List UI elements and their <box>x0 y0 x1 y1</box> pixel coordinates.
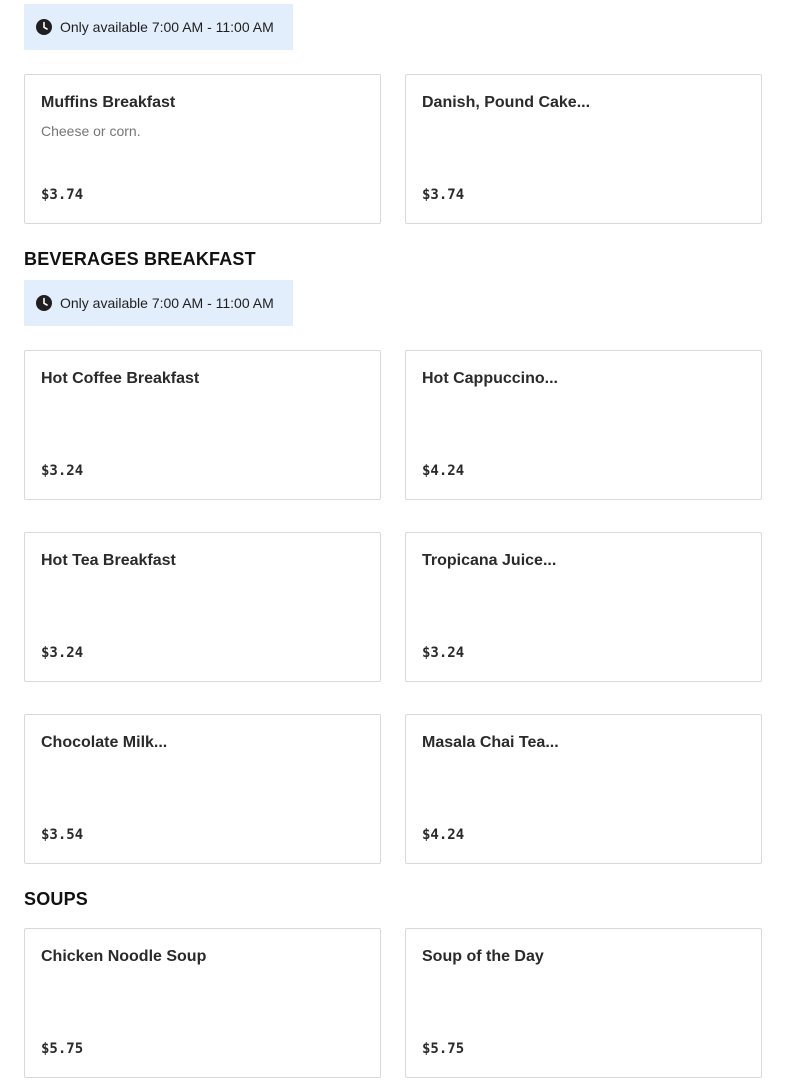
menu-item-card[interactable] <box>24 350 381 500</box>
menu-item-description: Cheese or corn. <box>41 123 141 139</box>
menu-item-price: $5.75 <box>422 1041 465 1057</box>
section-title: SOUPS <box>24 889 89 909</box>
menu-item-name: Danish, Pound Cake... <box>422 94 591 111</box>
menu-item-price: $3.24 <box>41 645 84 661</box>
menu-item-card[interactable] <box>24 714 381 864</box>
menu-item-price: $4.24 <box>422 463 465 479</box>
menu-item-price: $3.74 <box>422 187 465 203</box>
menu-item-card[interactable] <box>24 928 381 1078</box>
availability-text: Only available 7:00 AM - 11:00 AM <box>60 295 274 311</box>
menu-item-card[interactable] <box>24 74 381 224</box>
menu-item-name: Chocolate Milk... <box>41 734 168 751</box>
availability-text: Only available 7:00 AM - 11:00 AM <box>60 19 274 35</box>
menu-item-price: $3.54 <box>41 827 84 843</box>
menu-item-price: $5.75 <box>41 1041 84 1057</box>
menu-item-price: $3.74 <box>41 187 84 203</box>
menu-item-price: $3.24 <box>41 463 84 479</box>
menu-item-card[interactable] <box>405 350 762 500</box>
menu-item-name: Muffins Breakfast <box>41 94 176 111</box>
menu-item-name: Chicken Noodle Soup <box>41 948 207 965</box>
clock-icon <box>36 295 52 311</box>
menu-item-name: Hot Cappuccino... <box>422 370 558 387</box>
clock-icon <box>36 19 52 35</box>
section-title: BEVERAGES BREAKFAST <box>24 249 256 269</box>
availability-banner <box>24 280 293 326</box>
menu-item-card[interactable] <box>24 532 381 682</box>
menu-item-card[interactable] <box>405 532 762 682</box>
menu-item-name: Hot Tea Breakfast <box>41 552 176 569</box>
menu-item-card[interactable] <box>405 928 762 1078</box>
menu-item-price: $4.24 <box>422 827 465 843</box>
menu-item-name: Soup of the Day <box>422 948 544 965</box>
availability-banner <box>24 4 293 50</box>
menu-item-price: $3.24 <box>422 645 465 661</box>
menu-item-name: Tropicana Juice... <box>422 552 557 569</box>
menu-item-card[interactable] <box>405 74 762 224</box>
menu-item-name: Hot Coffee Breakfast <box>41 370 200 387</box>
menu-item-name: Masala Chai Tea... <box>422 734 559 751</box>
menu-item-card[interactable] <box>405 714 762 864</box>
